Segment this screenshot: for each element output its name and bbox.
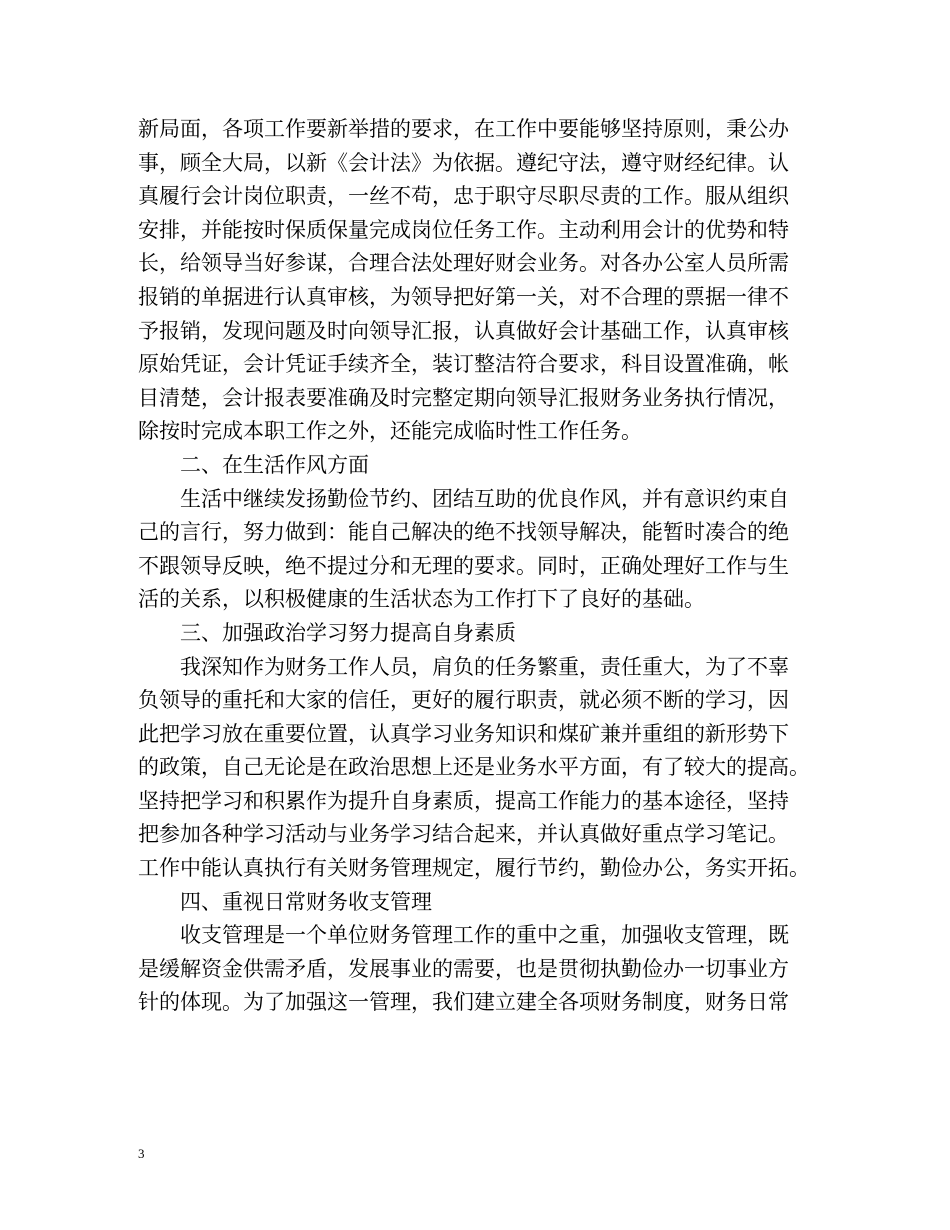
document-body: [138, 113, 838, 1020]
text-line: 我深知作为财务工作人员，肩负的任务繁重，责任重大，为了不辜: [180, 654, 789, 679]
text-line: 己的言行，努力做到：能自己解决的绝不找领导解决，能暂时凑合的绝: [138, 520, 789, 545]
text-line: 二、在生活作风方面: [180, 452, 369, 477]
text-line: 报销的单据进行认真审核，为领导把好第一关，对不合理的票据一律不: [138, 284, 789, 309]
text-line: 生活中继续发扬勤俭节约、团结互助的优良作风，并有意识约束自: [180, 486, 789, 511]
text-line: 新局面，各项工作要新举措的要求，在工作中要能够坚持原则，秉公办: [138, 117, 789, 141]
text-line: 安排，并能按时保质保量完成岗位任务工作。主动利用会计的优势和特: [138, 217, 789, 242]
text-line: 工作中能认真执行有关财务管理规定，履行节约，勤俭办公，务实开拓。: [138, 856, 810, 881]
text-line: 事，顾全大局，以新《会计法》为依据。遵纪守法，遵守财经纪律。认: [138, 150, 789, 175]
text-line: 三、加强政治学习努力提高自身素质: [180, 620, 516, 645]
text-line: 目清楚，会计报表要准确及时完整定期向领导汇报财务业务执行情况，: [138, 385, 789, 410]
text-line: 收支管理是一个单位财务管理工作的重中之重，加强收支管理，既: [180, 923, 789, 948]
text-line: 四、重视日常财务收支管理: [180, 889, 432, 914]
text-line: 原始凭证，会计凭证手续齐全，装订整洁符合要求，科目设置准确，帐: [138, 352, 789, 377]
text-line: 不跟领导反映，绝不提过分和无理的要求。同时，正确处理好工作与生: [138, 553, 789, 578]
page-number: 3: [138, 1146, 145, 1161]
text-line: 予报销，发现问题及时向领导汇报，认真做好会计基础工作，认真审核: [138, 318, 789, 343]
text-line: 的政策，自己无论是在政治思想上还是业务水平方面，有了较大的提高。: [138, 755, 810, 780]
text-line: 负领导的重托和大家的信任，更好的履行职责，就必须不断的学习，因: [138, 688, 789, 713]
text-line: 是缓解资金供需矛盾，发展事业的需要，也是贯彻执勤俭办一切事业方: [138, 956, 789, 981]
text-line: 坚持把学习和积累作为提升自身素质，提高工作能力的基本途径，坚持: [138, 788, 789, 813]
text-line: 此把学习放在重要位置，认真学习业务知识和煤矿兼并重组的新形势下: [138, 721, 789, 746]
text-line: 除按时完成本职工作之外，还能完成临时性工作任务。: [138, 419, 642, 444]
text-line: 长，给领导当好参谋，合理合法处理好财会业务。对各办公室人员所需: [138, 251, 789, 276]
text-line: 针的体现。为了加强这一管理，我们建立建全各项财务制度，财务日常: [138, 990, 789, 1015]
text-line: 真履行会计岗位职责，一丝不苟，忠于职守尽职尽责的工作。服从组织: [138, 184, 789, 209]
text-line: 活的关系，以积极健康的生活状态为工作打下了良好的基础。: [138, 587, 705, 612]
text-line: 把参加各种学习活动与业务学习结合起来，并认真做好重点学习笔记。: [138, 822, 789, 847]
